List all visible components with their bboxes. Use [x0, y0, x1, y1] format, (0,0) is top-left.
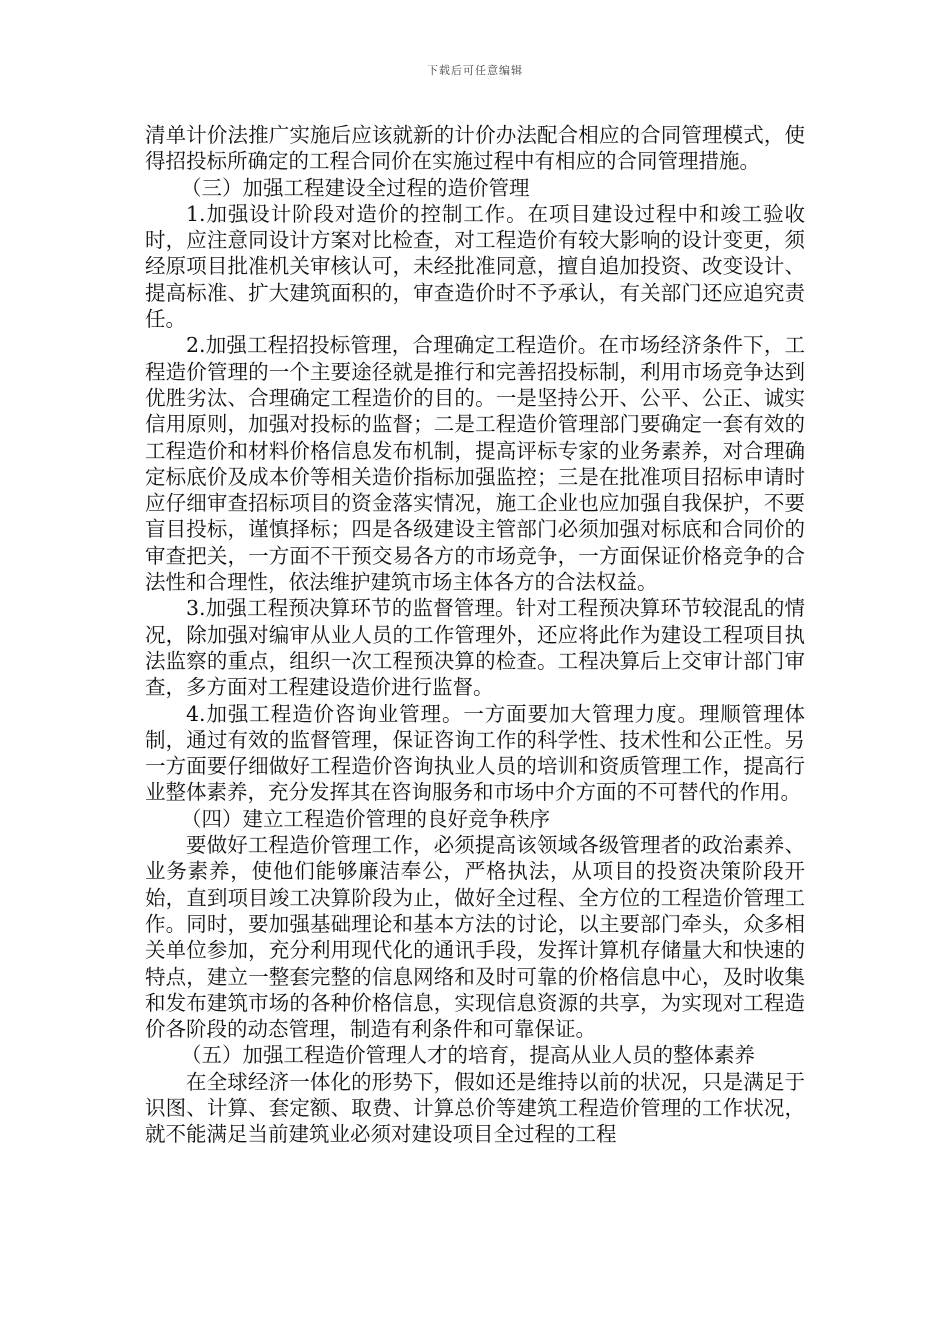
paragraph-design-stage: 1.加强设计阶段对造价的控制工作。在项目建设过程中和竣工验收时，应注意同设计方案对比检查，对工程造价有较大影响的设计变更，须经原项目批准机关审核认可，未经批准同意，擅自追加投资、改变设计、提高标准、扩大建筑面积的，审查造价时不予承认，有关部门还应追究责任。	[145, 201, 805, 332]
heading-section-4: （四）建立工程造价管理的良好竞争秩序	[181, 806, 550, 831]
heading-section-3: （三）加强工程建设全过程的造价管理	[181, 175, 530, 200]
heading-section-5: （五）加强工程造价管理人才的培育，提高从业人员的整体素养	[181, 1043, 755, 1068]
paragraph-competition-order: 要做好工程造价管理工作，必须提高该领域各级管理者的政治素养、业务素养，使他们能够廉洁奉公，严格执法，从项目的投资决策阶段开始，直到项目竣工决算阶段为止，做好全过程、全方位的工程造价管理工作。同时，要加强基础理论和基本方法的讨论，以主要部门牵头，众多相关单位参加，充分利用现代化的通讯手段，发挥计算机存储量大和快速的特点，建立一整套完整的信息网络和及时可靠的价格信息中心，及时收集和发布建筑市场的各种价格信息，实现信息资源的共享，为实现对工程造价各阶段的动态管理，制造有利条件和可靠保证。	[145, 833, 805, 1042]
page-header: 下载后可任意编辑	[427, 64, 523, 77]
paragraph-contract-management: 清单计价法推广实施后应该就新的计价办法配合相应的合同管理模式，使得招投标所确定的工程合同价在实施过程中有相应的合同管理措施。	[145, 123, 805, 174]
document-body	[145, 122, 805, 1148]
paragraph-budget-settlement: 3.加强工程预决算环节的监督管理。针对工程预决算环节较混乱的情况，除加强对编审从业人员的工作管理外，还应将此作为建设工程项目执法监察的重点，组织一次工程预决算的检查。工程决算后上交审计部门审查，多方面对工程建设造价进行监督。	[145, 596, 805, 700]
paragraph-bidding-management: 2.加强工程招投标管理，合理确定工程造价。在市场经济条件下，工程造价管理的一个主要途径就是推行和完善招投标制，利用市场竞争达到优胜劣汰、合理确定工程造价的目的。一是坚持公开、公平、公正、诚实信用原则，加强对投标的监督；二是工程造价管理部门要确定一套有效的工程造价和材料价格信息发布机制，提高评标专家的业务素养，对合理确定标底价及成本价等相关造价指标加强监控；三是在批准项目招标申请时应仔细审查招标项目的资金落实情况，施工企业也应加强自我保护，不要盲目投标，谨慎择标；四是各级建设主管部门必须加强对标底和合同价的审查把关，一方面不干预交易各方的市场竞争，一方面保证价格竞争的合法性和合理性，依法维护建筑市场主体各方的合法权益。	[145, 333, 805, 595]
paragraph-consulting-industry: 4.加强工程造价咨询业管理。一方面要加大管理力度。理顺管理体制，通过有效的监督管理，保证咨询工作的科学性、技术性和公正性。另一方面要仔细做好工程造价咨询执业人员的培训和资质管理工作，提高行业整体素养，充分发挥其在咨询服务和市场中介方面的不可替代的作用。	[145, 701, 805, 805]
paragraph-talent-cultivation: 在全球经济一体化的形势下，假如还是维持以前的状况，只是满足于识图、计算、套定额、取费、计算总价等建筑工程造价管理的工作状况，就不能满足当前建筑业必须对建设项目全过程的工程	[145, 1069, 805, 1147]
